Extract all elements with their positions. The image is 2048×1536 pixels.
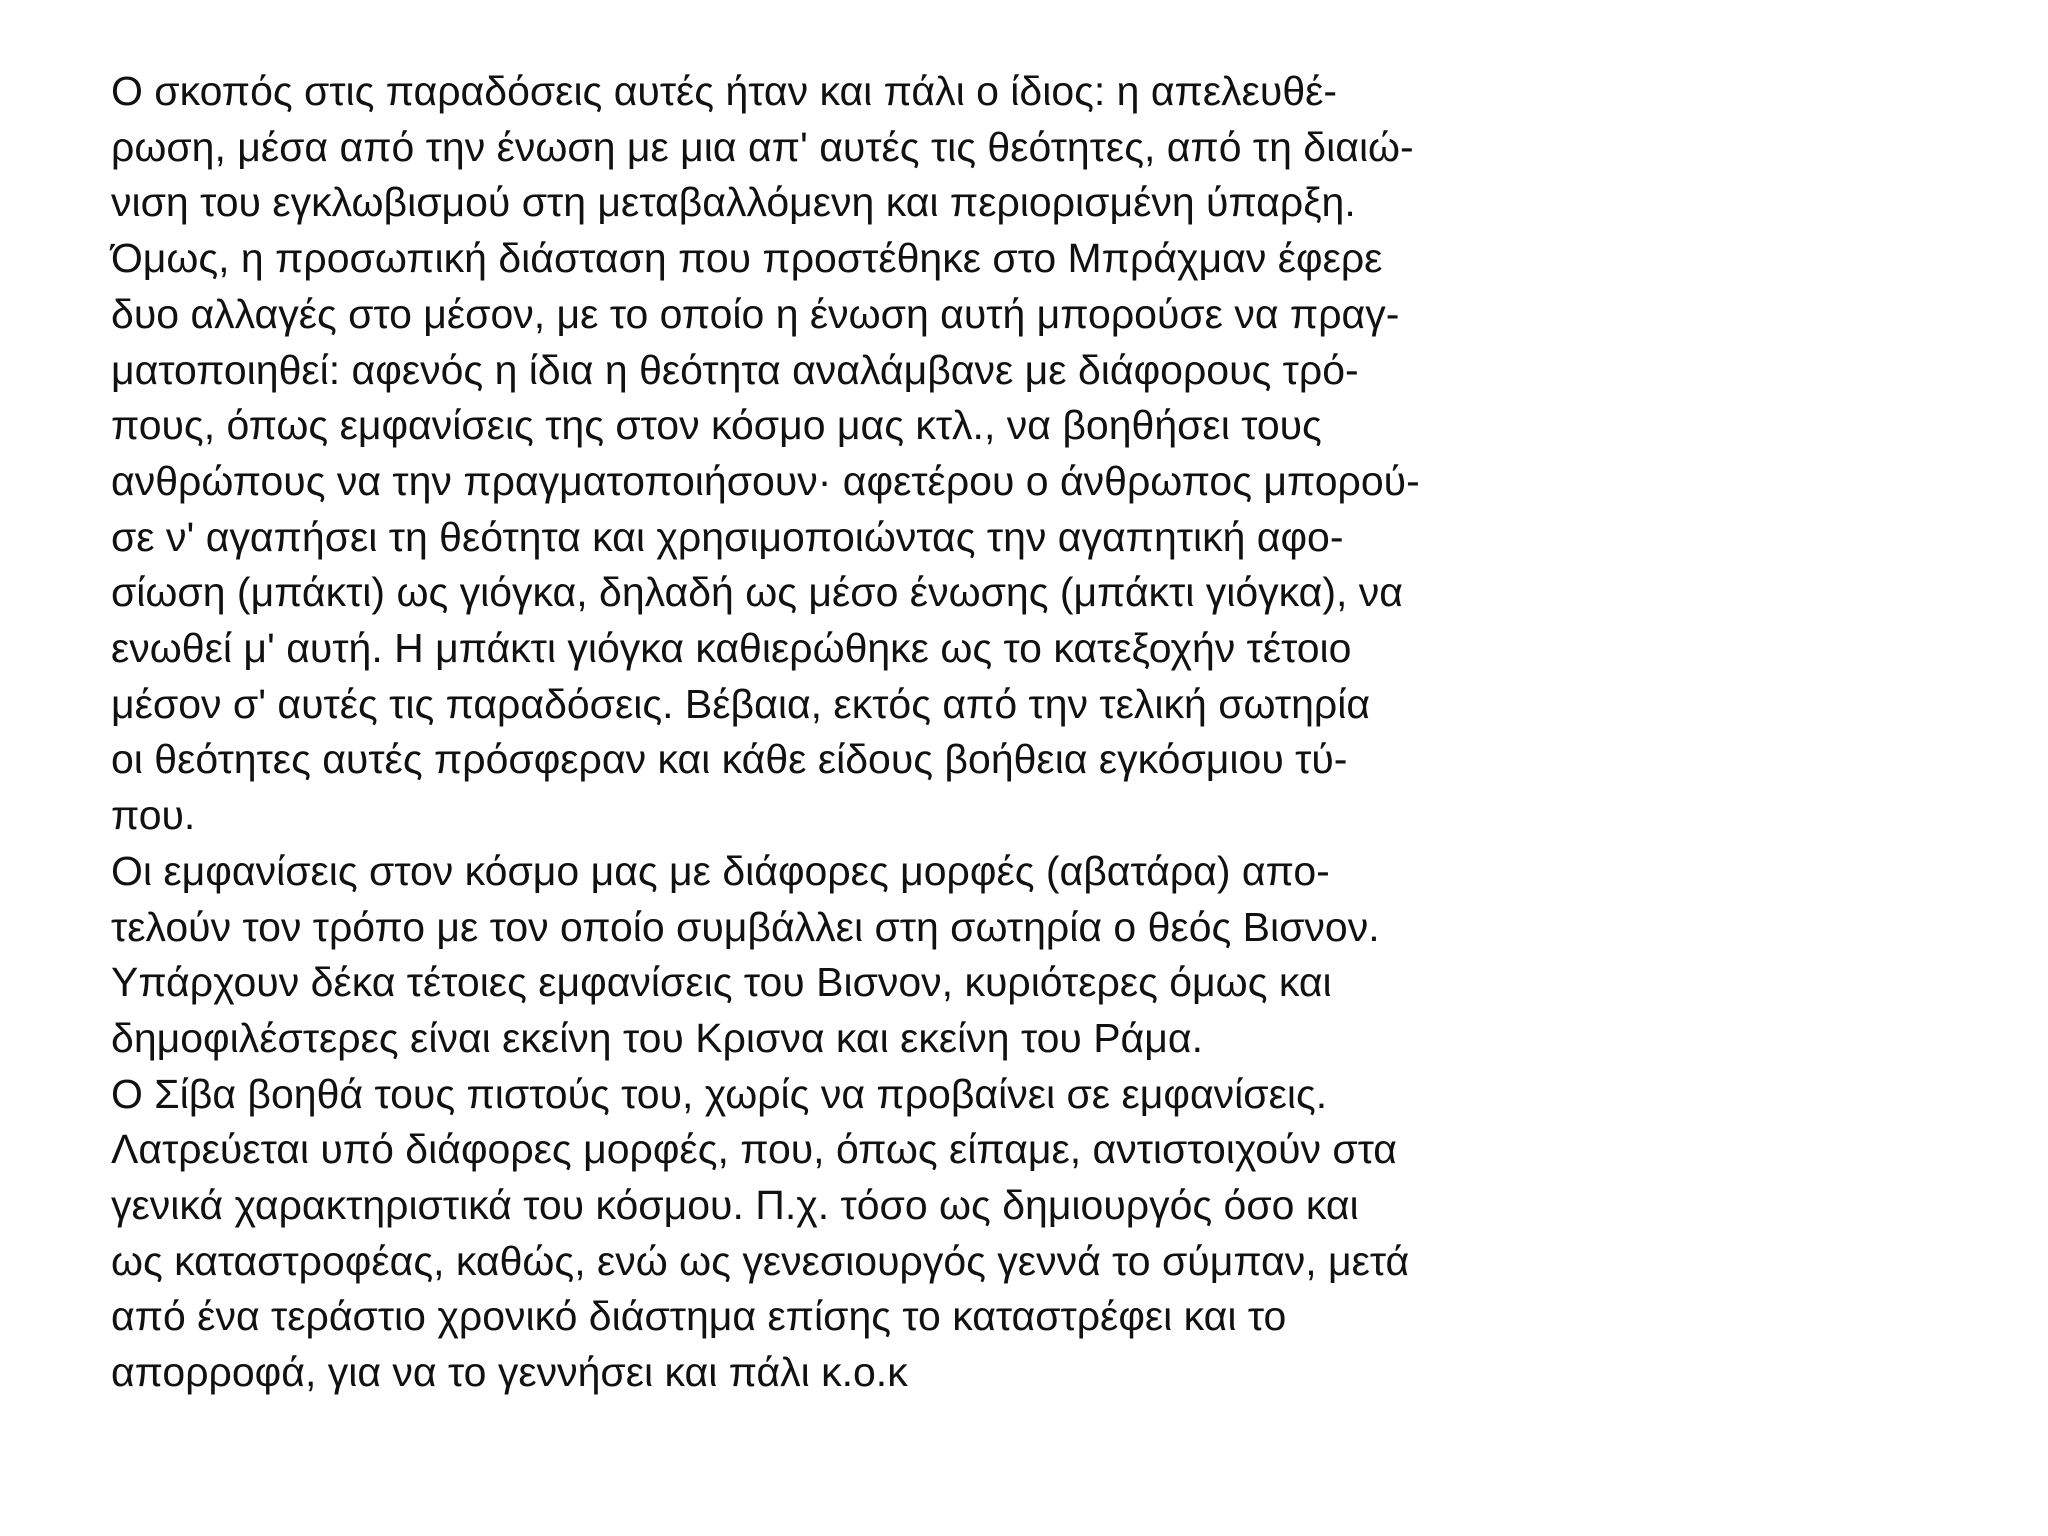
text-line: ρωση, μέσα από την ένωση με μια απ' αυτές τις θεότητες, από τη διαιώ- (111, 123, 1414, 170)
text-line: ανθρώπους να την πραγματοποιήσουν· αφετέρου ο άνθρωπος μπορού- (111, 457, 1420, 504)
text-line: ως καταστροφέας, καθώς, ενώ ως γενεσιουργός γεννά το σύμπαν, μετά (111, 1237, 1410, 1284)
text-line: Οι εμφανίσεις στον κόσμο μας με διάφορες μορφές (αβατάρα) απο- (111, 847, 1330, 894)
text-line: σίωση (μπάκτι) ως γιόγκα, δηλαδή ως μέσο ένωσης (μπάκτι γιόγκα), να (111, 569, 1403, 616)
text-line: νιση του εγκλωβισμού στη μεταβαλλόμενη και περιορισμένη ύπαρξη. (111, 179, 1356, 226)
text-line: σε ν' αγαπήσει τη θεότητα και χρησιμοποιώντας την αγαπητική αφο- (111, 513, 1344, 560)
text-line: Υπάρχουν δέκα τέτοιες εμφανίσεις του Βισνον, κυριότερες όμως και (111, 959, 1332, 1006)
text-line: δυο αλλαγές στο μέσον, με το οποίο η ένωση αυτή μπορούσε να πραγ- (111, 290, 1400, 337)
text-line: ενωθεί μ' αυτή. Η μπάκτι γιόγκα καθιερώθηκε ως το κατεξοχήν τέτοιο (111, 625, 1352, 672)
text-line: οι θεότητες αυτές πρόσφεραν και κάθε είδους βοήθεια εγκόσμιου τύ- (111, 736, 1348, 783)
text-line: Ο Σίβα βοηθά τους πιστούς του, χωρίς να προβαίνει σε εμφανίσεις. (111, 1070, 1328, 1117)
text-line: από ένα τεράστιο χρονικό διάστημα επίσης το καταστρέφει και το (111, 1293, 1287, 1340)
text-line: γενικά χαρακτηριστικά του κόσμου. Π.χ. τόσο ως δημιουργός όσο και (111, 1182, 1359, 1229)
text-line: τελούν τον τρόπο με τον οποίο συμβάλλει στη σωτηρία ο θεός Βισνον. (111, 903, 1380, 950)
text-line: Λατρεύεται υπό διάφορες μορφές, που, όπως είπαμε, αντιστοιχούν στα (111, 1126, 1398, 1173)
text-line: ματοποιηθεί: αφενός η ίδια η θεότητα αναλάμβανε με διάφορους τρό- (111, 346, 1359, 393)
body-text (111, 64, 1711, 1401)
text-line: δημοφιλέστερες είναι εκείνη του Κρισνα και εκείνη του Ράμα. (111, 1014, 1203, 1061)
text-line: Όμως, η προσωπική διάσταση που προστέθηκε στο Μπράχμαν έφερε (111, 235, 1383, 282)
text-line: μέσον σ' αυτές τις παραδόσεις. Βέβαια, εκτός από την τελική σωτηρία (111, 680, 1371, 727)
text-line: Ο σκοπός στις παραδόσεις αυτές ήταν και πάλι ο ίδιος: η απελευθέ- (111, 68, 1338, 114)
text-line: απορροφά, για να το γεννήσει και πάλι κ.ο.κ (111, 1349, 908, 1396)
text-line: που. (111, 792, 196, 839)
text-line: πους, όπως εμφανίσεις της στον κόσμο μας κτλ., να βοηθήσει τους (111, 402, 1322, 449)
